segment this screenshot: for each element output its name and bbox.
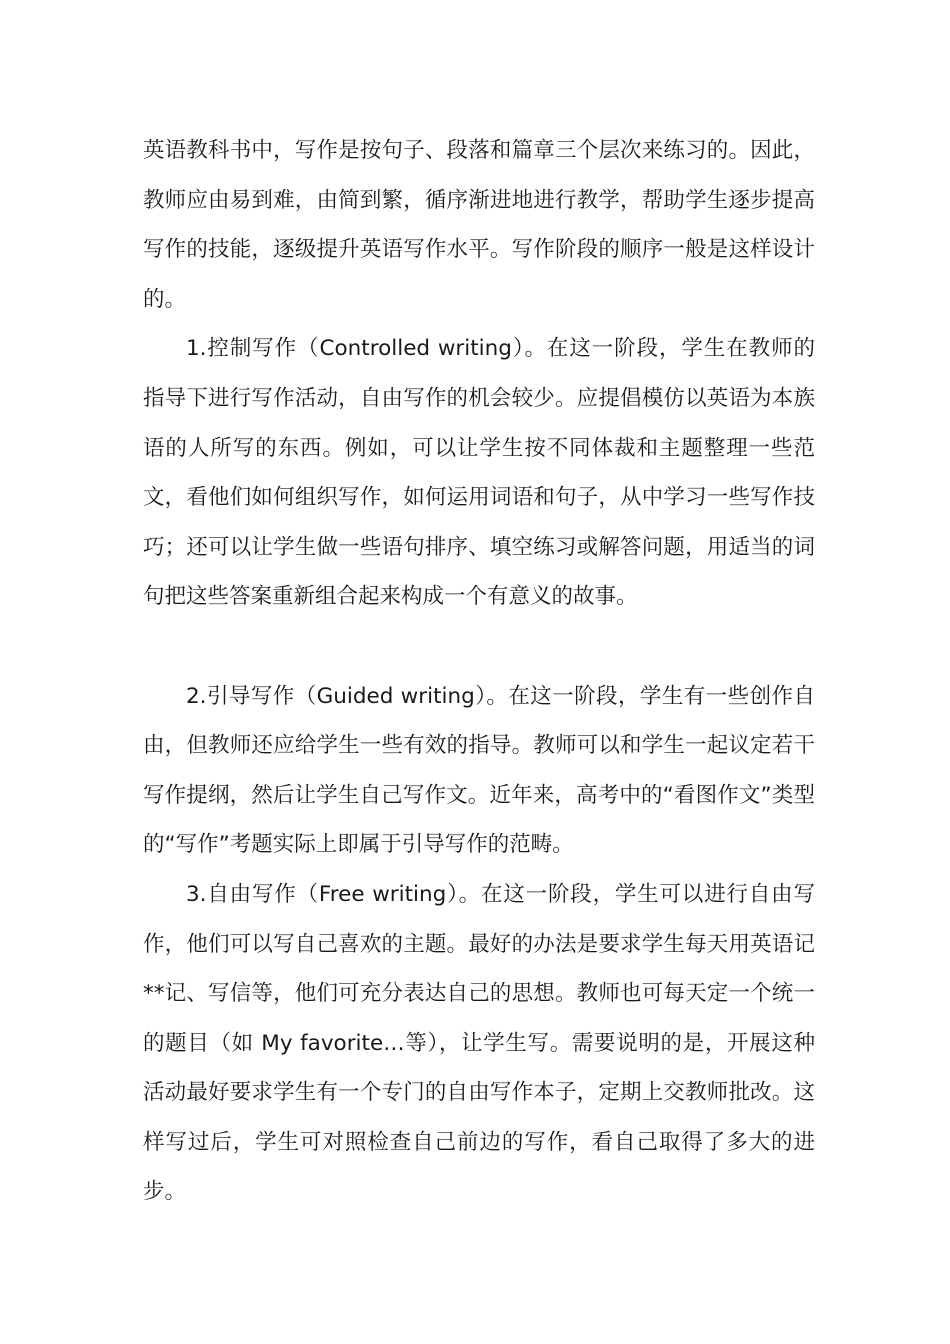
free-writing-paragraph: 3.自由写作（Free writing）。在这一阶段，学生可以进行自由写作，他们可以写自己喜欢的主题。最好的办法是要求学生每天用英语记**记、写信等，他们可充分表达自己的思想。教师也可每天定一个统一的题目（如 My favorite…等），让学生写。需要说明的是，开展这种活动最好要求学生有一个专门的自由写作本子，定期上交教师批改。这样写过后，学生可对照检查自己前边的写作，看自己取得了多大的进步。: [143, 881, 815, 1205]
guided-writing-paragraph: 2.引导写作（Guided writing）。在这一阶段，学生有一些创作自由，但教师还应给学生一些有效的指导。教师可以和学生一起议定若干写作提纲，然后让学生自己写作文。近年来，高考中的“看图作文”类型的“写作”考题实际上即属于引导写作的范畴。: [143, 683, 815, 858]
controlled-writing-paragraph: 1.控制写作（Controlled writing）。在这一阶段，学生在教师的指导下进行写作活动，自由写作的机会较少。应提倡模仿以英语为本族语的人所写的东西。例如，可以让学生按不同体裁和主题整理一些范文，看他们如何组织写作，如何运用词语和句子，从中学习一些写作技巧；还可以让学生做一些语句排序、填空练习或解答问题，用适当的词句把这些答案重新组合起来构成一个有意义的故事。: [143, 336, 815, 610]
intro-paragraph: 英语教科书中，写作是按句子、段落和篇章三个层次来练习的。因此，教师应由易到难，由简到繁，循序渐进地进行教学，帮助学生逐步提高写作的技能，逐级提升英语写作水平。写作阶段的顺序一般是这样设计的。: [143, 138, 815, 312]
blank-line: [143, 622, 815, 672]
document-body: [143, 126, 815, 1217]
